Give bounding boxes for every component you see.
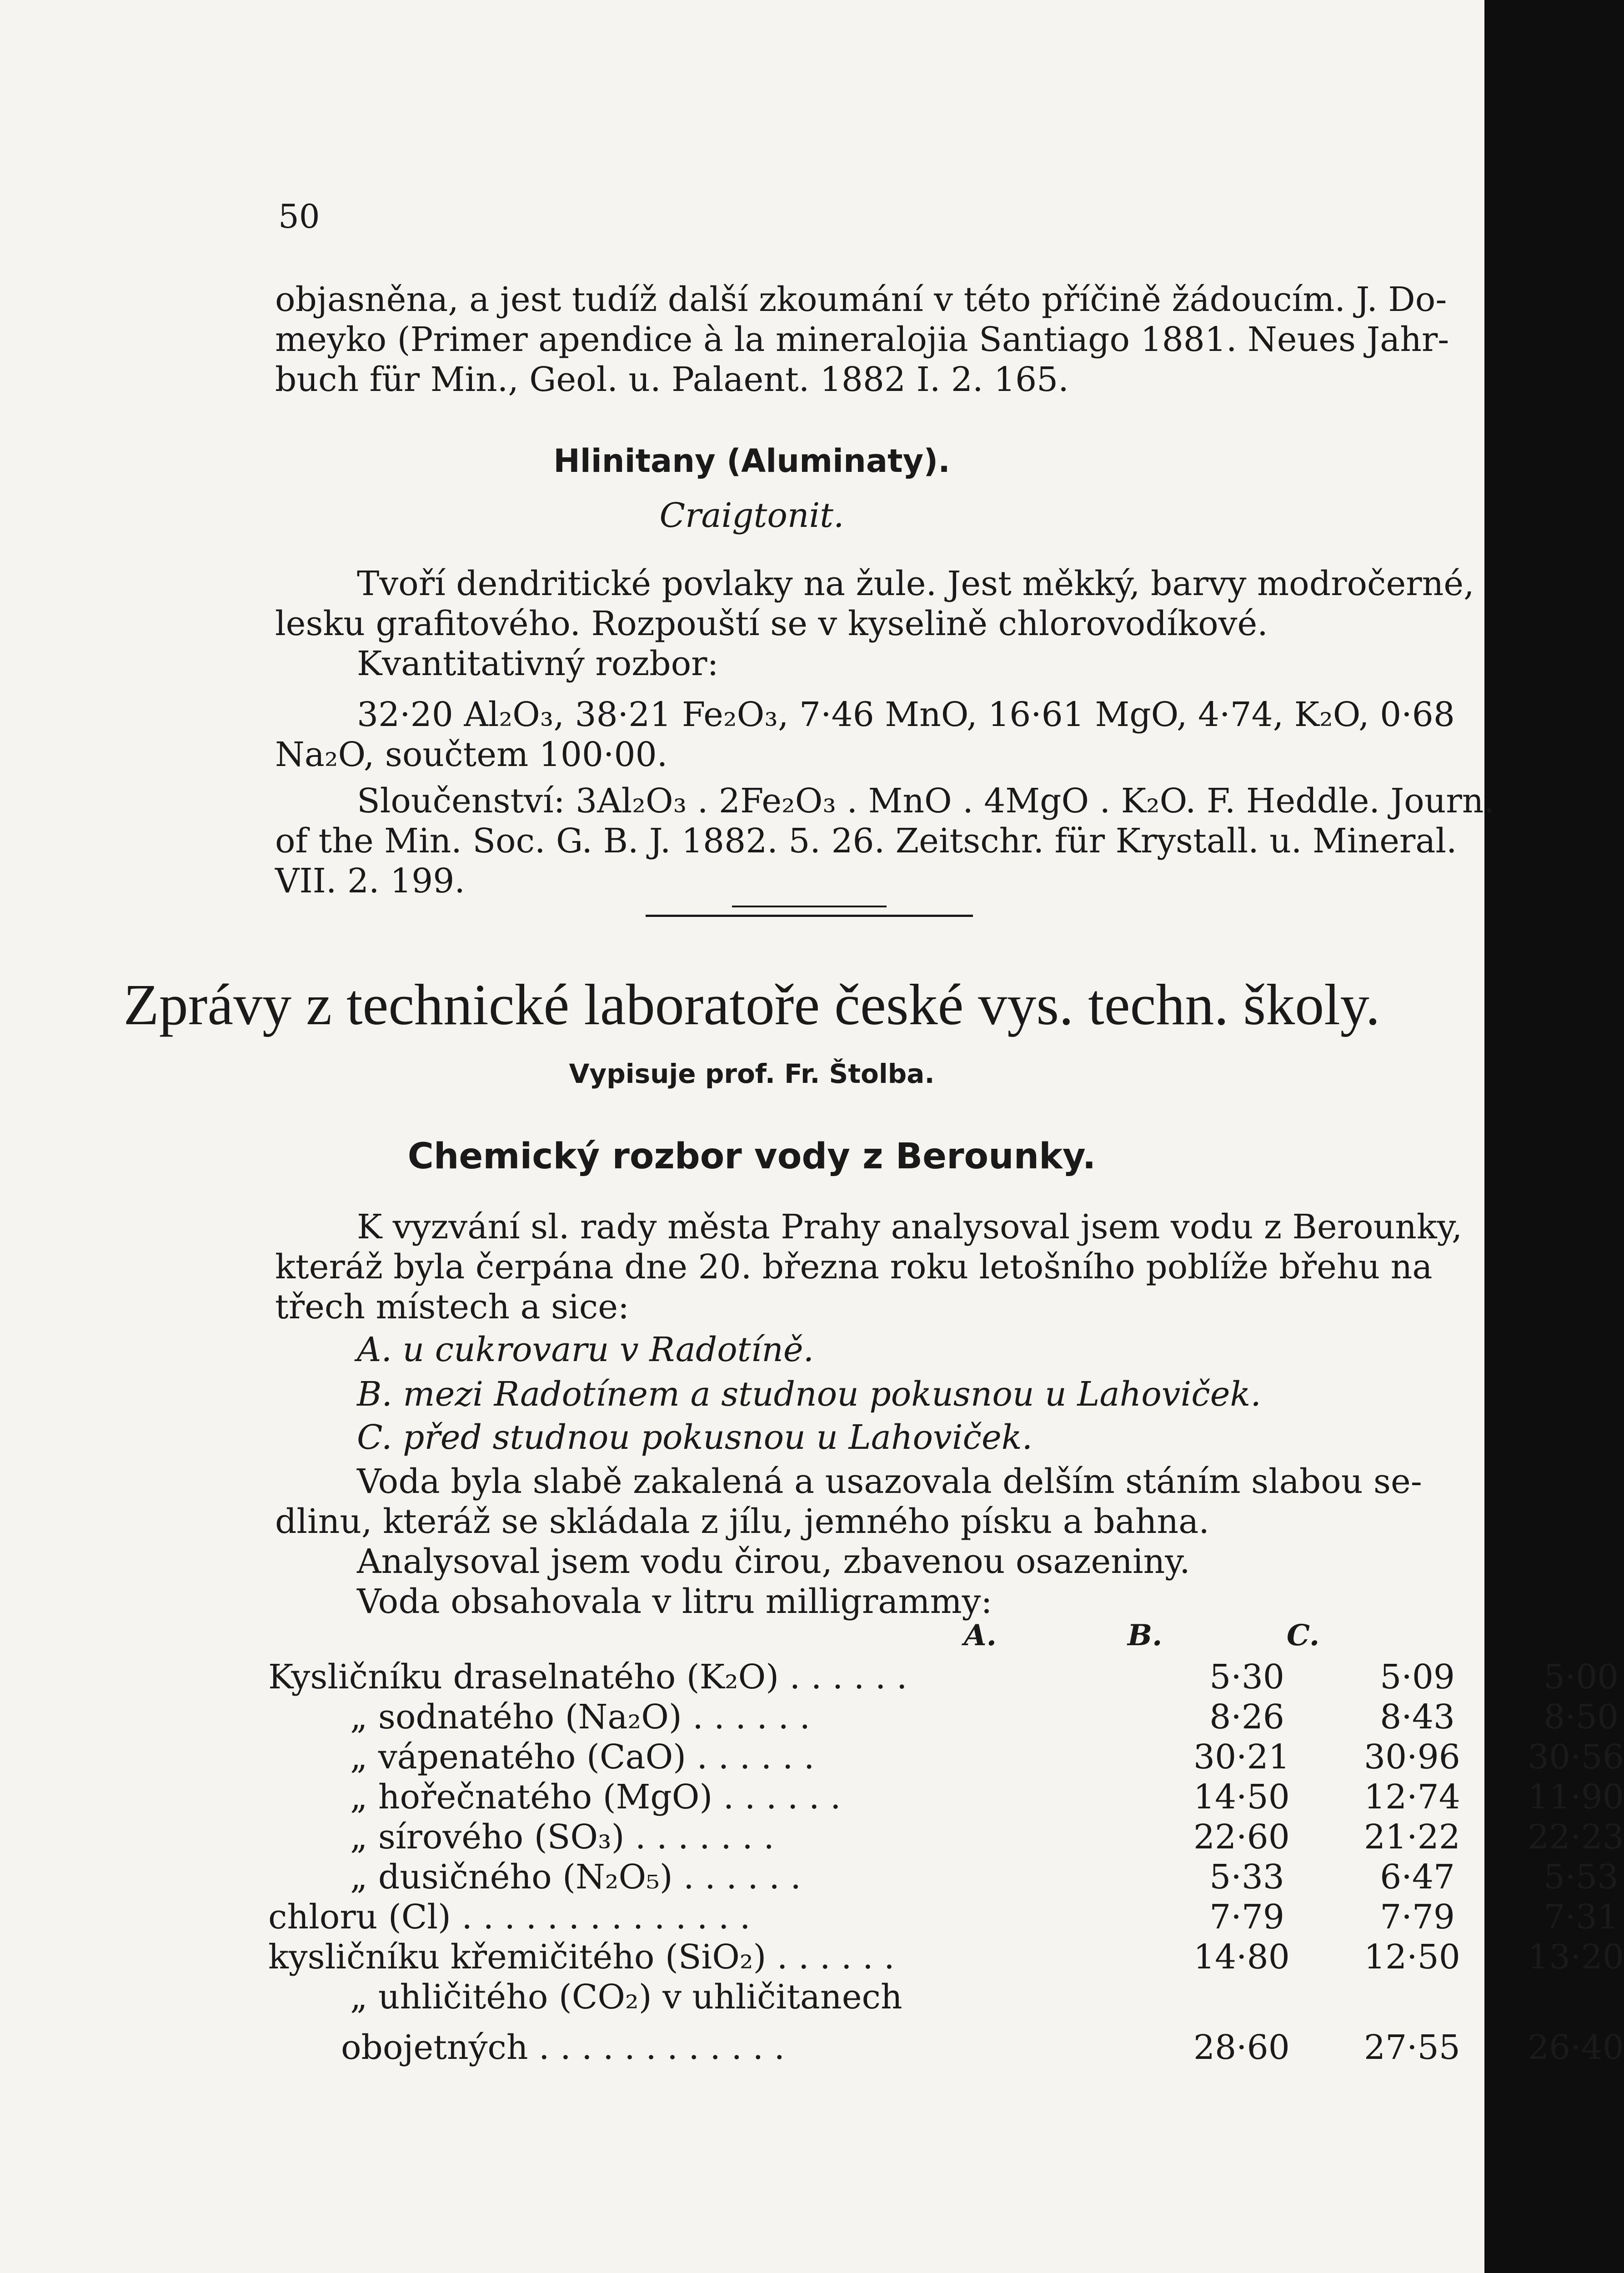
table-row: [268, 1937, 1624, 1977]
page-number: 50: [278, 197, 320, 235]
value-a: 8·26: [1209, 1697, 1284, 1737]
row-label: „ sodnatého (Na₂O) . . . . . .: [350, 1697, 811, 1737]
value-c: 5·00: [1544, 1657, 1619, 1697]
row-label: chloru (Cl) . . . . . . . . . . . . . .: [268, 1898, 751, 1937]
value-a: 14·80: [1193, 1938, 1290, 1977]
value-b: 21·22: [1364, 1817, 1460, 1857]
row-label: „ vápenatého (CaO) . . . . . .: [350, 1737, 815, 1777]
value-c: 5·53: [1544, 1857, 1619, 1897]
analysis-line-1: 32·20 Al₂O₃, 38·21 Fe₂O₃, 7·46 MnO, 16·61 MgO, 4·74, K₂O, 0·68: [357, 695, 1455, 734]
section-divider: [646, 915, 973, 917]
water-para-line-1: Voda byla slabě zakalená a usazovala delším stáním slabou se-: [357, 1462, 1422, 1501]
table-row: [268, 2028, 1624, 2068]
value-b: 27·55: [1364, 2028, 1460, 2067]
table-row: [268, 1857, 1619, 1897]
value-b: 7·79: [1380, 1898, 1455, 1937]
value-b: 12·50: [1364, 1938, 1460, 1977]
contents-sentence: Voda obsahovala v litru milligrammy:: [357, 1582, 992, 1621]
value-c: 13·20: [1528, 1938, 1624, 1977]
para1-line-2: lesku grafitového. Rozpouští se v kyselině chlorovodíkové.: [275, 604, 1268, 643]
value-b: 6·47: [1380, 1857, 1455, 1897]
column-header-c: C.: [1287, 1618, 1320, 1652]
formula-line-2: of the Min. Soc. G. B. J. 1882. 5. 26. Zeitschr. für Krystall. u. Mineral.: [275, 821, 1457, 861]
value-c: 22·23: [1528, 1817, 1624, 1857]
intro-line-3: buch für Min., Geol. u. Palaent. 1882 I. 2. 165.: [275, 360, 1069, 399]
value-c: 8·50: [1544, 1697, 1619, 1737]
analysed-sentence: Analysoval jsem vodu čirou, zbavenou osazeniny.: [357, 1542, 1190, 1581]
table-row: [268, 1897, 1619, 1937]
value-c: 11·90: [1528, 1777, 1624, 1817]
analysis-line-2: Na₂O, součtem 100·00.: [275, 735, 668, 774]
para1-line-1: Tvoří dendritické povlaky na žule. Jest měkký, barvy modročerné,: [357, 564, 1474, 603]
report-para-line-3: třech místech a sice:: [275, 1287, 629, 1327]
table-row: [268, 1657, 1619, 1697]
table-row: [268, 1977, 1368, 2017]
place-b: B. mezi Radotínem a studnou pokusnou u Lahoviček.: [357, 1375, 1261, 1414]
intro-line-1: objasněna, a jest tudíž další zkoumání v této příčině žádoucím. J. Do-: [275, 280, 1447, 319]
table-row: [268, 1697, 1619, 1737]
report-title: Zprávy z technické laboratoře české vys. techn. školy.: [123, 972, 1380, 1037]
value-a: 5·33: [1209, 1857, 1284, 1897]
report-para-line-2: kteráž byla čerpána dne 20. března roku letošního poblíže břehu na: [275, 1247, 1433, 1287]
row-label: „ sírového (SO₃) . . . . . . .: [350, 1817, 774, 1857]
section-divider-short: [732, 906, 887, 907]
formula-line-3: VII. 2. 199.: [275, 861, 465, 901]
row-label: Kysličníku draselnatého (K₂O) . . . . . .: [268, 1657, 907, 1697]
value-c: 7·31: [1544, 1898, 1619, 1937]
section-heading-aluminates: Hlinitany (Aluminaty).: [553, 442, 950, 480]
value-a: 5·30: [1209, 1657, 1284, 1697]
value-a: 30·21: [1193, 1737, 1290, 1777]
value-b: 30·96: [1364, 1737, 1460, 1777]
intro-line-2: meyko (Primer apendice à la mineralojia Santiago 1881. Neues Jahr-: [275, 320, 1449, 359]
analysis-heading: Chemický rozbor vody z Berounky.: [407, 1136, 1096, 1177]
row-label: „ dusičného (N₂O₅) . . . . . .: [350, 1857, 801, 1897]
value-b: 8·43: [1380, 1697, 1455, 1737]
value-c: 26·40: [1528, 2028, 1624, 2067]
table-row: [268, 1817, 1624, 1857]
row-label: „ uhličitého (CO₂) v uhličitanech: [350, 1978, 902, 2017]
report-para-line-1: K vyzvání sl. rady města Prahy analysoval jsem vodu z Berounky,: [357, 1207, 1463, 1247]
place-a: A. u cukrovaru v Radotíně.: [357, 1330, 814, 1369]
value-b: 5·09: [1380, 1657, 1455, 1697]
table-row: [268, 1777, 1624, 1817]
formula-line-1: Sloučenství: 3Al₂O₃ . 2Fe₂O₃ . MnO . 4MgO . K₂O. F. Heddle. Journ.: [357, 781, 1494, 821]
value-a: 22·60: [1193, 1817, 1290, 1857]
row-label: „ hořečnatého (MgO) . . . . . .: [350, 1777, 841, 1817]
report-byline: Vypisuje prof. Fr. Štolba.: [569, 1058, 935, 1089]
mineral-name: Craigtonit.: [659, 496, 844, 535]
column-header-b: B.: [1128, 1618, 1163, 1652]
value-b: 12·74: [1364, 1777, 1460, 1817]
table-row: [268, 1737, 1624, 1777]
place-c: C. před studnou pokusnou u Lahoviček.: [357, 1418, 1033, 1457]
value-a: 14·50: [1193, 1777, 1290, 1817]
column-header-a: A.: [964, 1618, 997, 1652]
row-label: obojetných . . . . . . . . . . . .: [341, 2028, 785, 2067]
value-c: 30·56: [1528, 1737, 1624, 1777]
value-a: 28·60: [1193, 2028, 1290, 2067]
water-para-line-2: dlinu, kteráž se skládala z jílu, jemného písku a bahna.: [275, 1502, 1209, 1541]
quantitative-analysis-label: Kvantitativný rozbor:: [357, 644, 719, 683]
row-label: kysličníku křemičitého (SiO₂) . . . . . .: [268, 1938, 895, 1977]
value-a: 7·79: [1209, 1898, 1284, 1937]
